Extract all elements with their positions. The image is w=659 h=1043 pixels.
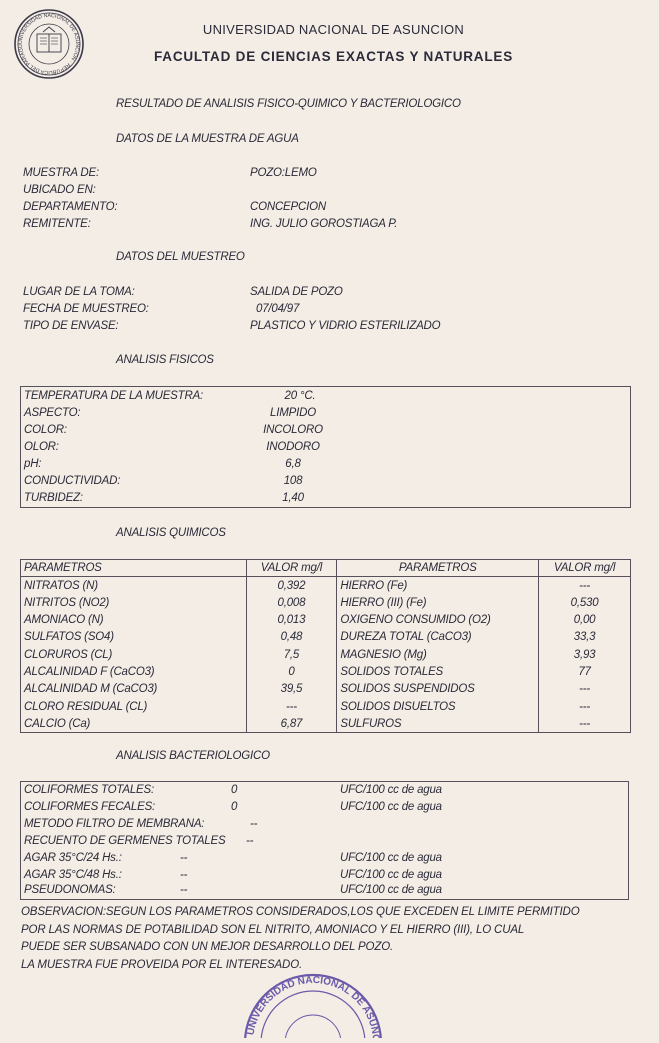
- parameter-cell: AMONIACO (N): [21, 611, 247, 628]
- value-cell: 6,87: [246, 715, 337, 732]
- sampling-label: LUGAR DE LA TOMA:: [23, 286, 135, 298]
- parameter-cell: CLORO RESIDUAL (CL): [21, 698, 247, 715]
- parameter-cell: OXIGENO CONSUMIDO (O2): [337, 611, 539, 628]
- sample-label: DEPARTAMENTO:: [23, 201, 118, 213]
- column-header: PARAMETROS: [337, 560, 539, 577]
- physical-section-title: ANALISIS FISICOS: [116, 354, 214, 366]
- physical-value: 1,40: [282, 492, 304, 504]
- physical-value: INODORO: [266, 441, 320, 453]
- bacterio-value: --: [180, 869, 188, 881]
- observation-line: LA MUESTRA FUE PROVEIDA POR EL INTERESADO.: [21, 958, 303, 971]
- faculty-stamp: [238, 968, 388, 1038]
- bacterio-value: 0: [231, 801, 238, 813]
- value-cell: 0,530: [539, 594, 631, 611]
- sampling-section-title: DATOS DEL MUESTREO: [116, 251, 245, 263]
- bacterio-value: --: [180, 852, 188, 864]
- bacterio-unit: UFC/100 cc de agua: [340, 869, 442, 881]
- table-row: [21, 681, 631, 698]
- bacterio-label: RECUENTO DE GERMENES TOTALES: [24, 835, 226, 847]
- chemical-table: [20, 559, 631, 733]
- sampling-value: PLASTICO Y VIDRIO ESTERILIZADO: [250, 320, 441, 332]
- faculty-name: FACULTAD DE CIENCIAS EXACTAS Y NATURALES: [153, 49, 514, 64]
- value-cell: 0: [246, 663, 337, 680]
- observation-block: [21, 904, 580, 974]
- parameter-cell: DUREZA TOTAL (CaCO3): [337, 629, 539, 646]
- parameter-cell: ALCALINIDAD M (CaCO3): [21, 681, 247, 698]
- parameter-cell: HIERRO (III) (Fe): [337, 594, 539, 611]
- sample-label: REMITENTE:: [23, 218, 91, 230]
- physical-label: TEMPERATURA DE LA MUESTRA:: [24, 390, 204, 402]
- stamp-text: UNIVERSIDAD NACIONAL DE ASUNC: [245, 974, 382, 1038]
- column-header: VALOR mg/l: [246, 560, 337, 577]
- parameter-cell: CALCIO (Ca): [21, 715, 247, 732]
- university-name: UNIVERSIDAD NACIONAL DE ASUNCION: [202, 22, 465, 37]
- column-header: PARAMETROS: [21, 560, 247, 577]
- physical-label: OLOR:: [24, 441, 59, 453]
- sampling-value: SALIDA DE POZO: [250, 286, 343, 298]
- bacterio-unit: UFC/100 cc de agua: [340, 784, 442, 796]
- parameter-cell: SOLIDOS SUSPENDIDOS: [337, 681, 539, 698]
- sample-value: POZO:LEMO: [250, 167, 317, 179]
- observation-line: OBSERVACION:SEGUN LOS PARAMETROS CONSIDERADOS,LOS QUE EXCEDEN EL LIMITE PERMITIDO: [21, 906, 580, 918]
- bacterio-label: COLIFORMES FECALES:: [24, 801, 156, 813]
- value-cell: 33,3: [539, 629, 631, 646]
- table-row: [21, 698, 631, 715]
- parameter-cell: SULFUROS: [337, 715, 539, 732]
- parameter-cell: SULFATOS (SO4): [21, 629, 247, 646]
- parameter-cell: MAGNESIO (Mg): [337, 646, 539, 663]
- observation-line: POR LAS NORMAS DE POTABILIDAD SON EL NITRITO, AMONIACO Y EL HIERRO (III), LO CUAL: [21, 923, 525, 936]
- chemical-header-row: [21, 560, 631, 577]
- university-seal: [13, 8, 85, 80]
- value-cell: ---: [539, 698, 631, 715]
- sample-value: CONCEPCION: [250, 201, 326, 213]
- sampling-value: 07/04/97: [256, 303, 300, 315]
- bacterio-value: --: [180, 884, 188, 896]
- table-row: [21, 646, 631, 663]
- table-row: [21, 577, 631, 594]
- sample-label: MUESTRA DE:: [23, 167, 99, 179]
- value-cell: ---: [539, 681, 631, 698]
- parameter-cell: HIERRO (Fe): [337, 577, 539, 594]
- value-cell: 0,013: [246, 611, 337, 628]
- sample-value: ING. JULIO GOROSTIAGA P.: [250, 218, 398, 230]
- sampling-label: TIPO DE ENVASE:: [23, 320, 119, 332]
- value-cell: 39,5: [246, 681, 337, 698]
- bacterio-unit: UFC/100 cc de agua: [340, 801, 442, 813]
- bacterio-value: --: [246, 835, 254, 847]
- value-cell: ---: [539, 577, 631, 594]
- physical-value: 6,8: [285, 458, 301, 470]
- svg-text:UNIVERSIDAD NACIONAL DE ASUNCI: [238, 968, 381, 1038]
- parameter-cell: SOLIDOS TOTALES: [337, 663, 539, 680]
- physical-label: CONDUCTIVIDAD:: [24, 475, 121, 487]
- bacterio-label: PSEUDONOMAS:: [24, 884, 116, 896]
- physical-value: 20 °C.: [284, 390, 316, 402]
- bacterio-label: AGAR 35°C/48 Hs.:: [24, 869, 122, 881]
- seal-text: UNIVERSIDAD NACIONAL DE ASUNCION · REPUBLICA DEL PARAGU: [17, 12, 81, 76]
- bacterio-label: COLIFORMES TOTALES:: [24, 784, 154, 796]
- report-title: RESULTADO DE ANALISIS FISICO-QUIMICO Y BACTERIOLOGICO: [116, 98, 461, 110]
- value-cell: 0,00: [539, 611, 631, 628]
- bacterio-label: METODO FILTRO DE MEMBRANA:: [24, 818, 205, 830]
- parameter-cell: SOLIDOS DISUELTOS: [337, 698, 539, 715]
- table-row: [21, 594, 631, 611]
- physical-label: ASPECTO:: [24, 407, 81, 419]
- bacteriological-section-title: ANALISIS BACTERIOLOGICO: [116, 750, 270, 762]
- physical-label: TURBIDEZ:: [24, 492, 83, 504]
- table-row: [21, 715, 631, 732]
- physical-value: INCOLORO: [263, 424, 323, 436]
- sample-section-title: DATOS DE LA MUESTRA DE AGUA: [116, 133, 299, 145]
- physical-label: COLOR:: [24, 424, 67, 436]
- value-cell: ---: [539, 715, 631, 732]
- table-row: [21, 629, 631, 646]
- parameter-cell: CLORUROS (CL): [21, 646, 247, 663]
- table-row: [21, 611, 631, 628]
- column-header: VALOR mg/l: [539, 560, 631, 577]
- sampling-label: FECHA DE MUESTREO:: [23, 303, 149, 315]
- physical-value: 108: [283, 475, 303, 487]
- observation-line: PUEDE SER SUBSANADO CON UN MEJOR DESARROLLO DEL POZO.: [21, 941, 394, 953]
- value-cell: ---: [246, 698, 337, 715]
- bacterio-unit: UFC/100 cc de agua: [340, 852, 442, 864]
- chemical-section-title: ANALISIS QUIMICOS: [116, 527, 226, 539]
- physical-label: pH:: [24, 458, 42, 470]
- physical-value: LIMPIDO: [270, 407, 316, 419]
- value-cell: 0,008: [246, 594, 337, 611]
- bacterio-value: 0: [231, 784, 238, 796]
- sample-label: UBICADO EN:: [23, 184, 96, 196]
- value-cell: 3,93: [539, 646, 631, 663]
- value-cell: 0,48: [246, 629, 337, 646]
- bacterio-unit: UFC/100 cc de agua: [340, 884, 442, 896]
- parameter-cell: NITRITOS (NO2): [21, 594, 247, 611]
- value-cell: 0,392: [246, 577, 337, 594]
- bacterio-value: --: [250, 818, 258, 830]
- value-cell: 77: [539, 663, 631, 680]
- value-cell: 7,5: [246, 646, 337, 663]
- parameter-cell: NITRATOS (N): [21, 577, 247, 594]
- table-row: [21, 663, 631, 680]
- parameter-cell: ALCALINIDAD F (CaCO3): [21, 663, 247, 680]
- bacterio-label: AGAR 35°C/24 Hs.:: [24, 852, 122, 864]
